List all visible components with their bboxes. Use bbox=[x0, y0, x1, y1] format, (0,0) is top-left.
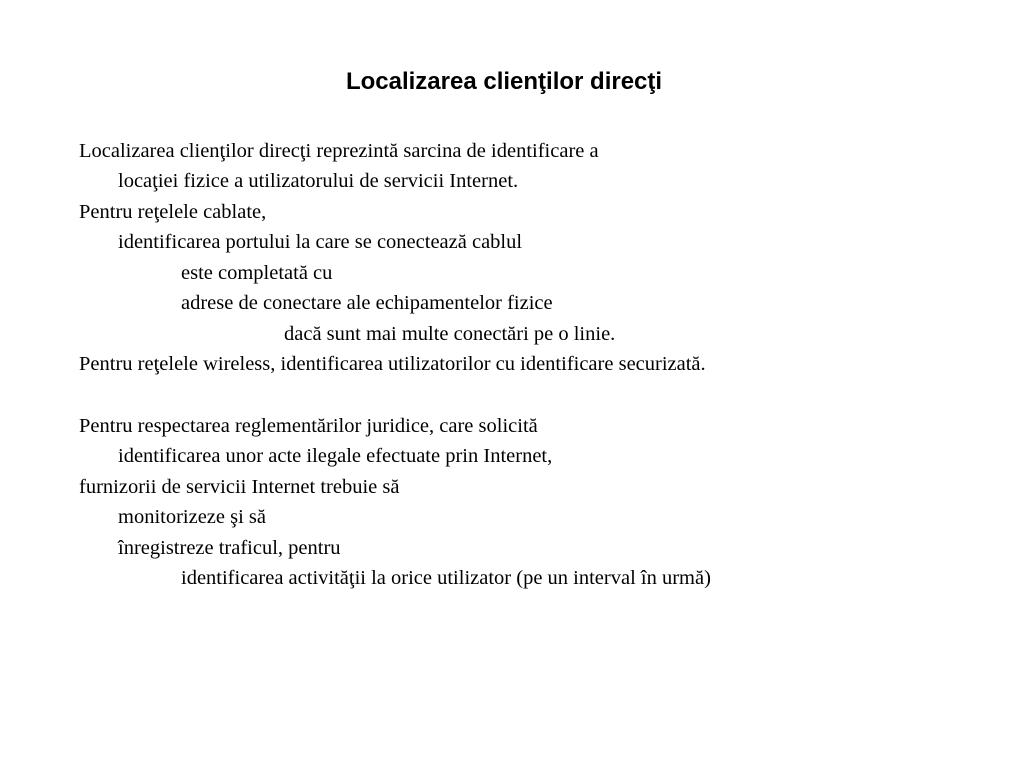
body-line: Pentru reţelele cablate, bbox=[79, 201, 267, 223]
body-line: identificarea unor acte ilegale efectuate prin Internet, bbox=[118, 445, 553, 467]
body-line: identificarea portului la care se conectează cablul bbox=[118, 231, 523, 253]
body-line: monitorizeze şi să bbox=[118, 506, 267, 528]
body-line: furnizorii de servicii Internet trebuie să bbox=[79, 476, 400, 498]
body-line: este completată cu bbox=[181, 262, 333, 284]
slide-title: Localizarea clienţilor direcţi bbox=[345, 68, 663, 95]
body-line: înregistreze traficul, pentru bbox=[118, 537, 341, 559]
body-line: locaţiei fizice a utilizatorului de servicii Internet. bbox=[118, 170, 519, 192]
body-line: Localizarea clienţilor direcţi reprezintă sarcina de identificare a bbox=[79, 140, 599, 162]
body-line: adrese de conectare ale echipamentelor fizice bbox=[181, 292, 553, 314]
body-line: Pentru reţelele wireless, identificarea utilizatorilor cu identificare securizată. bbox=[79, 353, 706, 375]
body-line: identificarea activităţii la orice utilizator (pe un interval în urmă) bbox=[181, 567, 711, 589]
body-line: dacă sunt mai multe conectări pe o linie. bbox=[284, 323, 616, 345]
body-line: Pentru respectarea reglementărilor juridice, care solicită bbox=[79, 415, 538, 437]
